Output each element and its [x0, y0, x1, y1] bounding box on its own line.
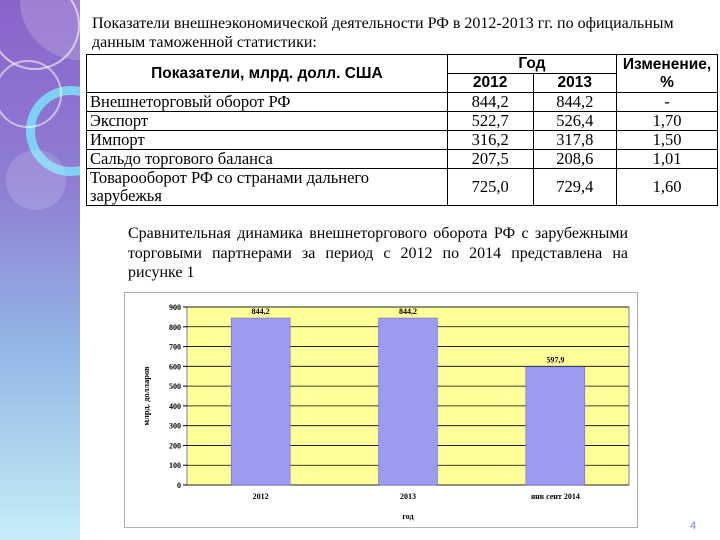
chart-frame [124, 292, 638, 528]
table-row [87, 150, 718, 169]
row-value-2013: 729,4 [533, 169, 617, 206]
y-tick-label: 0 [177, 481, 181, 490]
row-value-2012: 725,0 [447, 169, 533, 206]
row-value-2012: 207,5 [447, 150, 533, 169]
row-change: 1,01 [617, 150, 718, 169]
y-tick-label: 900 [169, 303, 181, 312]
row-value-2013: 844,2 [533, 93, 617, 112]
row-value-2013: 526,4 [533, 112, 617, 131]
decorative-circle [6, 150, 66, 210]
row-name: Сальдо торгового баланса [87, 150, 448, 169]
table-row [87, 93, 718, 112]
y-tick-label: 800 [169, 322, 181, 332]
row-change: 1,70 [617, 112, 718, 131]
row-name: Внешнеторговый оборот РФ [87, 93, 448, 112]
row-name: Экспорт [87, 112, 448, 131]
x-tick-label: 2012 [252, 492, 269, 501]
bar [379, 318, 438, 485]
bar-chart [125, 293, 637, 527]
data-label: 844,2 [251, 307, 270, 317]
x-tick-label: 2013 [400, 492, 416, 501]
data-label: 844,2 [399, 307, 417, 317]
y-tick-label: 100 [169, 461, 181, 471]
header-change: Изменение, % [617, 55, 718, 93]
row-name: Товарооборот РФ со странами дальнего зарубежья [87, 169, 448, 206]
stats-table [86, 54, 718, 206]
description-paragraph: Сравнительная динамика внешнеторгового оборота РФ с зарубежными торговыми партнерами за период с 2012 по 2014 представлена на рисунке 1 [128, 225, 628, 281]
page-number: 4 [690, 520, 697, 532]
header-year-2013: 2013 [533, 74, 617, 93]
y-tick-label: 400 [169, 401, 181, 411]
row-value-2013: 317,8 [533, 131, 617, 150]
row-value-2012: 844,2 [447, 93, 533, 112]
x-axis-label: год [402, 512, 414, 521]
bar [526, 367, 585, 485]
x-tick-label: янв сент 2014 [530, 492, 580, 501]
y-tick-label: 200 [169, 441, 181, 451]
row-change: 1,60 [617, 169, 718, 206]
table-row [87, 131, 718, 150]
row-value-2012: 522,7 [447, 112, 533, 131]
slide-title: Показатели внешнеэкономической деятельности РФ в 2012-2013 гг. по официальным данным таможенной статистики: [92, 15, 674, 51]
row-value-2012: 316,2 [447, 131, 533, 150]
row-value-2013: 208,6 [533, 150, 617, 169]
y-tick-label: 600 [169, 362, 181, 372]
y-tick-label: 700 [169, 342, 181, 352]
bar [231, 318, 290, 485]
y-axis-label: млрд. долларов [141, 366, 151, 426]
decorative-sidebar [0, 0, 80, 540]
table-row [87, 169, 718, 206]
header-year: Год [447, 55, 616, 74]
header-indicators: Показатели, млрд. долл. США [87, 55, 448, 93]
data-label: 597,9 [546, 355, 565, 365]
header-year-2012: 2012 [447, 74, 533, 93]
row-name: Импорт [87, 131, 448, 150]
row-change: 1,50 [617, 131, 718, 150]
y-tick-label: 300 [169, 421, 181, 431]
y-tick-label: 500 [169, 382, 181, 392]
row-change: - [617, 93, 718, 112]
table-row [87, 112, 718, 131]
